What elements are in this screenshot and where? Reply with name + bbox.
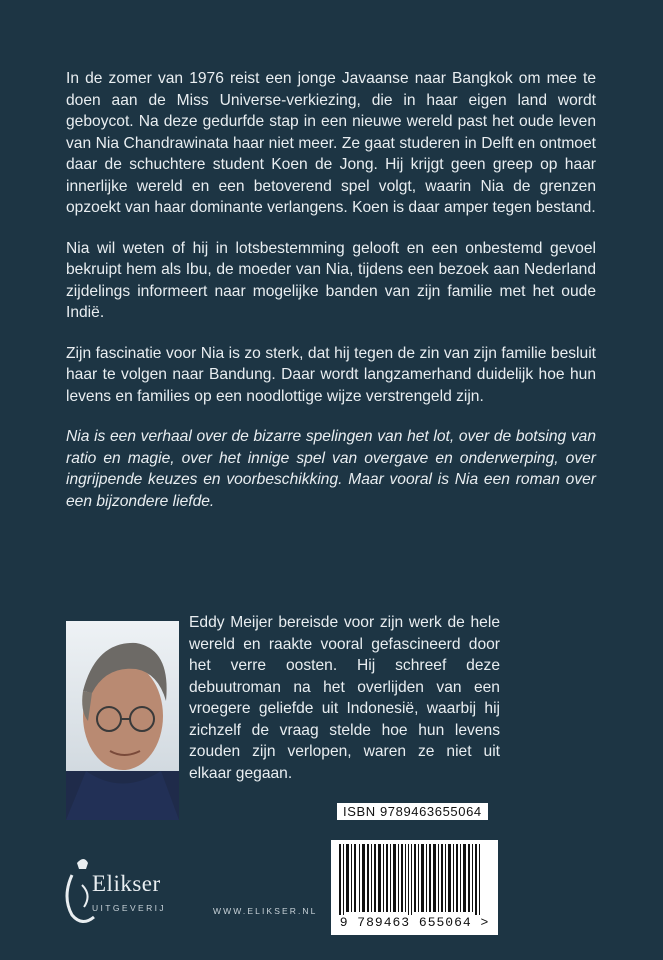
author-photo bbox=[66, 621, 179, 820]
blurb-paragraph-1: In de zomer van 1976 reist een jonge Javaanse naar Bangkok om mee te doen aan de Miss Universe-verkiezing, die in haar eigen land wordt geboycot. Na deze gedurfde stap in een nieuwe wereld past het oude leven van Nia Chandrawinata haar niet meer. Ze gaat studeren in Delft en ontmoet daar de schuchtere student Koen de Jong. Hij krijgt geen greep op haar innerlijke wereld en een betoverend spel volgt, waarin Nia de grenzen opzoekt van haar dominante verlangens. Koen is daar amper tegen bestand. bbox=[66, 70, 596, 216]
isbn-label: ISBN 9789463655064 bbox=[337, 803, 488, 820]
publisher-subtitle: UITGEVERIJ bbox=[92, 903, 167, 913]
barcode-bars bbox=[331, 840, 498, 915]
barcode-digits: 9 789463 655064 > bbox=[331, 915, 498, 933]
blurb-paragraph-3: Zijn fascinatie voor Nia is zo sterk, dat hij tegen de zin van zijn familie besluit haar te volgen naar Bandung. Daar wordt langzamerhand duidelijk hoe hun levens en families op een noodlottige wijze verstrengeld zijn. bbox=[66, 344, 596, 405]
blurb-paragraph-2: Nia wil weten of hij in lotsbestemming gelooft en een onbestemd gevoel bekruipt hem als Ibu, de moeder van Nia, tijdens een bezoek aan Nederland zijdelings informeert naar mogelijke banden van zijn familie met het oude Indië. bbox=[66, 239, 596, 321]
back-cover-blurb bbox=[66, 68, 596, 531]
publisher-website: WWW.ELIKSER.NL bbox=[213, 906, 318, 916]
logo-swirl-icon bbox=[67, 875, 94, 922]
author-bio: Eddy Meijer bereisde voor zijn werk de hele wereld en raakte vooral gefascineerd door het verre oosten. Hij schreef deze debuutroman na het overlijden van een vroegere geliefde uit Indonesië, waarbij hij zichzelf de vraag stelde hoe hun levens zouden zijn verlopen, waren ze niet uit elkaar gegaan. bbox=[189, 614, 500, 782]
publisher-name: Elikser bbox=[92, 871, 161, 896]
blurb-paragraph-4: Nia is een verhaal over de bizarre spelingen van het lot, over de botsing van ratio en magie, over het innige spel van overgave en onderwerping, over ingrijpende keuzes en voorbeschikking. Maar vooral is Nia een roman over een bijzondere liefde. bbox=[66, 428, 596, 510]
logo-flame-icon bbox=[77, 859, 88, 869]
author-portrait-image bbox=[66, 621, 179, 820]
